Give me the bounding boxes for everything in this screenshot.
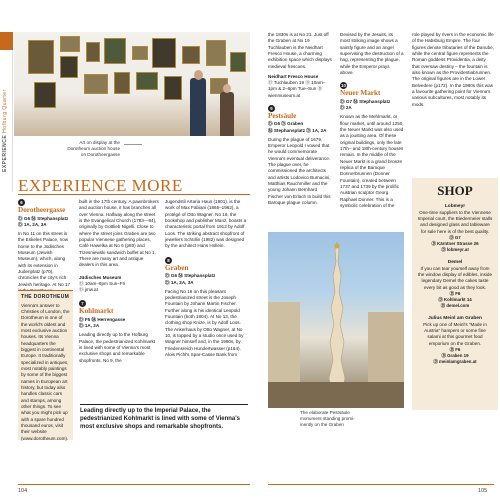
page-heading: EXPERIENCE MORE — [18, 176, 183, 195]
photo1-caption: Art on display at the Dorotheum auction house on Dorotheergasse — [67, 140, 120, 158]
entry-dorotheergasse-cont: built in the 17th century. A pawnbrokers and auction house, it has branches all over Vienna. Halfway along the street is the Evangelical Church (1783—84), originally by Gottlieb Nigelli. Close to where the street joins Graben are two popular Viennese gathering places, Café Hawelka at No 6 (p80) and Trzesniewski sandwich buffet at No 1. There are many art and antique dealers in this area. Jüdisches Museum Ⓓ 10am–6pm Sun–Fri Ⓓ jmw.at 7 Kohlmarkt Ⓓ F5 Ⓜ Herrengasse Ⓓ 1A, 2A Leading directly up to the Hofburg Palace, the pedestrianized Kohlmarkt is lined with some of Vienna's most exclusive shops and remarkable shopfronts. No 9, the — [79, 199, 159, 363]
shop-item: Julius Meinl am Graben Pick up one of Meinl's "Made in Austria" hampers or some fine salami at this gourmet food emporium on the Graben. Ⓓ F6 Ⓓ Graben 19 Ⓓ meinlamgraben.at — [423, 315, 487, 364]
entry-neuer-markt-cont: role played by rivers in the economic life of the Habsburg Empire. The four figures denote tributaries of the Danube, while the central figure represents the Roman goddess Providentia, a deity that oversaw destiny – the fountain is also known as the Providentiabrunnen. The original figures are in the Lower Belvedere (p172). In the 1980s this was a favourite gathering point for Vienna's various subcultures, most notably its mods. — [412, 32, 494, 107]
shop-panel — [412, 178, 498, 410]
entry-graben: 8 Graben Ⓓ G6 Ⓜ Stephansplatz Ⓓ 1A, 2A, 3A Facing No 16 on this pleasant pedestrianized street is the Joseph Fountain by Johann Martin Fischer. Further along is his identical Leopold Fountain (both 1804). At No 13, the clothing shop Knize, is by Adolf Loos. The Ankerhaus by Otto Wagner, at No 10, is topped by a studio once used by Wagner himself and, in the 1980s, by Friedensreich Hundertwasser (p164). Alois Pichl's Spar-Casse Bank from — [165, 257, 244, 357]
page-number-left: 104 — [18, 488, 28, 494]
page-number-right: 105 — [478, 488, 488, 494]
entry-dorotheergasse: 6 Dorotheergasse Ⓓ G6 Ⓜ Stephansplatz Ⓓ 1A, 2A, 3A In No 11 on this street is the Eskeles Palace, now home to the Jüdisches Museum (Jewish Museum), which, along with its extension in Judenplatz (p70), chronicles the city's rich Jewish heritage. At No 17 — [18, 199, 73, 294]
photo2-caption: The elaborate Pestsäule monument standing promi- inently on the Graben — [300, 410, 355, 428]
entry-pestsaeule: 9 Pestsäule Ⓓ G6 Ⓓ Graben Ⓜ Stephansplatz Ⓓ 1A, 2A During the plague of 1679, Emperor Leopold I vowed that he would commemorate Vienna's eventual deliverance. The plague over, he commissioned the architects and artists Lodovico Burnacini, Matthias Rauchmiller and the young Johann Bernhard Fischer von Erlach to build this Baroque plague column. — [268, 105, 331, 206]
side-tab-label — [2, 89, 9, 172]
side-tab-section: EXPERIENCE — [2, 134, 8, 172]
entry-neuer-markt: 10 Neuer Markt Ⓓ G7 Ⓜ Stephansplatz Ⓓ 2A Known as the Mehlmarkt, or flour market, until around 1250, the Neuer Markt was also used as a jousting area. Of these original buildings, only the late 17th– and 18th-century houses remain. In the middle of the Neuer Markt is a grand bronze replica of the Baroque Donnerbrunnen (Donner Fountain), created between 1737 and 1739 by the prolific Austrian sculptor Georg Raphael Donner. This is a symbolic celebration of the — [340, 83, 404, 208]
entry-kohlmarkt-cont: Jugendstil Artaria Haus (1901), is the work of Max Fabiani (1865–1962), a protégé of Otto Wagner. No 16, the bookshop and publisher Manz, boasts a characteristic portal from 1912 by Adolf Loos. The striking abstract shopfront of jewellers Schüllin (1982) was designed by the architect Hans Hollein. 8 Graben Ⓓ G6 Ⓜ Stephansplatz Ⓓ 1A, 2A, 3A Facing No 16 on this pleasant pedestrianized street is the Joseph Fountain by Johann Martin Fischer. Further along is his identical Leopold Fountain (both 1804). At No 13, the clothing shop Knize, is by Adolf Loos. The Ankerhaus by Otto Wagner, at No 10, is topped by a studio once used by Wagner himself and, in the 1980s, by Friedensreich Hundertwasser (p164). Alois Pichl's Spar-Casse Bank from — [165, 199, 247, 357]
shop-item: Lobmeyr One-time suppliers to the Viennese Imperial court, the Biedermeier stalls and designed glass and tableware for sale here is of the best quality. Ⓓ G7 Ⓓ Kärntner Strasse 26 Ⓓ lobmeyr.at — [417, 203, 493, 252]
side-tab-accent — [0, 32, 13, 50]
caption-leader — [124, 144, 142, 145]
footer-rule-right — [268, 484, 494, 485]
entry-title: Dorotheergasse — [18, 206, 66, 214]
entry-pestsaeule-cont: Devised by the Jesuits, its most striking image shows a saintly figure and an angel supervising the destruction of a hag, representing the plague, while the Emperor prays above. 10 Neuer Markt Ⓓ G7 Ⓜ Stephansplatz Ⓓ 2A Known as the Mehlmarkt, or flour market, until around 1250, the Neuer Markt was also used as a jousting area. Of these original buildings, only the late 17th– and 18th-century houses remain. In the middle of the Neuer Markt is a grand bronze replica of the Baroque Donnerbrunnen (Donner Fountain), created between 1737 and 1739 by the prolific Austrian sculptor Georg Raphael Donner. This is a symbolic celebration of the — [340, 32, 404, 208]
dorotheum-gallery-photo — [14, 32, 250, 136]
shop-item: Demel If you can tear yourself away from the window display of edibles, inside legendary Demel the cakes taste every bit as good as they look. Ⓓ F6 Ⓓ Kohlmarkt 14 Ⓓ demel.com — [417, 259, 493, 308]
entry-graben-cont: the 1830s is at No 21. Just off the Graben at No 19 Tuchlauben is the Neidhart Fresco House, a charming exhibition space which displays medieval frescoes. Neidhart Fresco House Ⓓ Tuchlauben 19 Ⓓ 10am– 1pm & 2–6pm Tue–Sun Ⓓ wienmuseum.at 9 Pestsäule Ⓓ G6 Ⓓ Graben Ⓜ Stephansplatz Ⓓ 1A, 2A During the plague of 1679, Emperor Leopold I vowed that he would commemorate Vienna's eventual deliverance. The plague over, he commissioned the architects and artists Lodovico Burnacini, Matthias Rauchmiller and the young Johann Bernhard Fischer von Erlach to build this Baroque plague column. — [268, 32, 332, 206]
entry-number: 6 — [18, 199, 25, 206]
pestsaeule-photo — [268, 232, 404, 408]
pull-quote: Leading directly up to the Imperial Palace, the pedestrianized Kohlmarkt is lined with some of Vienna's most exclusive shops and remarkable shopfronts. — [80, 404, 248, 431]
side-tab-subtitle: Hofburg Quarter — [2, 89, 8, 133]
heading-rule — [18, 194, 250, 195]
entry-kohlmarkt: 7 Kohlmarkt Ⓓ F5 Ⓜ Herrengasse Ⓓ 1A, 2A Leading directly up to the Hofburg Palace, the pedestrianized Kohlmarkt is lined with some of Vienna's most exclusive shops and remarkable shopfronts. No 9, the — [79, 301, 156, 363]
section-side-tab — [0, 32, 13, 192]
dorotheum-box: THE DOROTHEUM Vienna's answer to Christies of London, the Dorotheum is one of the world's oldest and most exclusive auction houses. Its Vienna headquarters the biggest in continental Europe. It traditionally specialized in antiques, most notably paintings by some of the biggest names in European art history, but today also handles classic cars and stamps, among other things. To see what you might pick up with a spare hundred thousand euros, visit their website (www.dorotheum.com). — [18, 290, 73, 440]
shop-title: SHOP — [437, 183, 473, 198]
footer-rule-left — [18, 484, 250, 485]
